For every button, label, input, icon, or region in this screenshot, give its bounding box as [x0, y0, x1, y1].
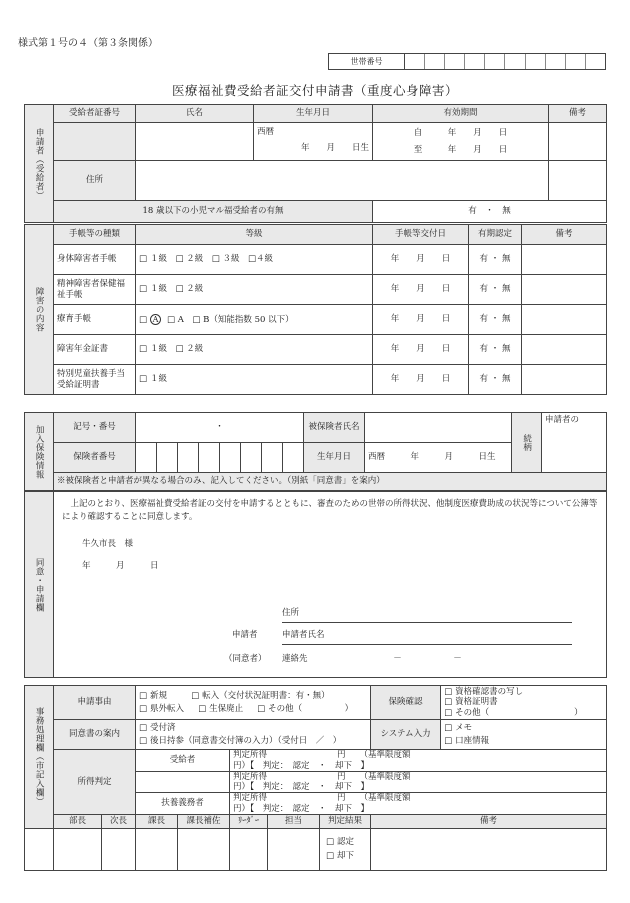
- applicant-name-label: 申請者氏名: [282, 629, 325, 640]
- address-field[interactable]: [136, 161, 549, 201]
- col-note: 備考: [549, 105, 607, 123]
- kigo-label: 記号・番号: [54, 413, 136, 443]
- consent-body: [54, 492, 607, 678]
- recipient-judge-2[interactable]: 判定所得 円 （基準限度額円）【 判定： 認定 ・ 却下 】: [230, 772, 607, 793]
- birth-field[interactable]: [254, 123, 373, 161]
- insurance-note: ※被保険者と申請者が異なる場合のみ、記入してください。（別紙「同意書」を案内）: [54, 473, 607, 491]
- row-period[interactable]: 有 ・ 無: [469, 275, 522, 305]
- contact-dash: －: [393, 654, 402, 665]
- system-input-label: システム入力: [371, 720, 441, 750]
- insurance-table: [24, 412, 607, 491]
- office-section-label: 事務処理欄（市記入欄）: [25, 686, 54, 829]
- insurer-digit[interactable]: [262, 443, 283, 473]
- consent-text: 上記のとおり、医療福祉費受給者証の交付を申請するとともに、審査のための世帯の所得状況、他制度医療費助成の状況等について公簿等により確認することに同意します。: [62, 499, 598, 523]
- stamp-box[interactable]: [268, 828, 320, 870]
- circle-a-icon: A: [150, 314, 161, 325]
- table-row: [25, 275, 607, 305]
- supporter-judge[interactable]: 判定所得 円 （基準限度額円）【 判定： 認定 ・ 却下 】: [230, 793, 607, 814]
- valid-from: 自 年 月 日: [413, 128, 508, 139]
- row-type: 精神障害者保健福祉手帳: [54, 275, 136, 305]
- setai-number-box: [328, 53, 606, 70]
- note-field[interactable]: [549, 123, 607, 161]
- row-date[interactable]: 年 月 日: [373, 305, 469, 335]
- row-type: 障害年金証書: [54, 335, 136, 365]
- row-grade[interactable]: □ １級: [136, 365, 373, 395]
- col-grade: 等級: [136, 225, 373, 245]
- insurer-digit[interactable]: [178, 443, 199, 473]
- stamp-jicho: 次長: [102, 814, 136, 828]
- consent-section-label: 同意・申請欄: [25, 492, 54, 678]
- recipient-judge[interactable]: 判定所得 円 （基準限度額円）【 判定： 認定 ・ 却下 】: [230, 750, 607, 772]
- col-note2: 備考: [522, 225, 607, 245]
- row-period[interactable]: 有 ・ 無: [469, 305, 522, 335]
- col-date: 手帳等交付日: [373, 225, 469, 245]
- col-type: 手帳等の種類: [54, 225, 136, 245]
- row-note[interactable]: [522, 275, 607, 305]
- birth-ymd: 年 月 日生: [300, 143, 369, 154]
- row-note[interactable]: [522, 335, 607, 365]
- row-grade[interactable]: □ １級 □ ２級: [136, 335, 373, 365]
- page-title: 医療福祉費受給者証交付申請書（重度心身障害）: [171, 83, 458, 98]
- row-note[interactable]: [522, 305, 607, 335]
- stamp-bucho: 部長: [54, 814, 102, 828]
- address-note: [549, 161, 607, 201]
- stamp-leader: ﾘｰﾀﾞｰ: [230, 814, 268, 828]
- consent-date[interactable]: 年 月 日: [82, 560, 159, 571]
- setai-digit[interactable]: [505, 54, 525, 69]
- recipient-blank: [136, 772, 230, 793]
- stamp-hosa: 課長補佐: [178, 814, 230, 828]
- row-note[interactable]: [522, 365, 607, 395]
- setai-digit[interactable]: [526, 54, 546, 69]
- income-label: 所得判定: [54, 750, 136, 815]
- system-input-options[interactable]: □ メモ □ 口座情報: [441, 720, 607, 750]
- relation-note: 申請者の: [545, 415, 580, 425]
- setai-digit[interactable]: [425, 54, 445, 69]
- remarks-label: 備考: [371, 814, 607, 828]
- row-type: 療育手帳: [54, 305, 136, 335]
- office-table: [24, 685, 607, 871]
- under18-label: 18 歳以下の小児マル福受給者の有無: [54, 201, 373, 223]
- kigo-field[interactable]: ・: [136, 413, 304, 443]
- insured-name-label: 被保険者氏名: [304, 413, 365, 443]
- stamp-box[interactable]: [136, 828, 178, 870]
- under18-yes-no[interactable]: 有 ・ 無: [373, 201, 607, 223]
- insured-birth-field[interactable]: 西暦 年 月 日生: [365, 443, 512, 473]
- row-type: 特別児童扶養手当受給証明書: [54, 365, 136, 395]
- office-left-blank: [25, 828, 54, 870]
- setai-label: 世帯番号: [329, 54, 405, 69]
- stamp-box[interactable]: [178, 828, 230, 870]
- form-id: 様式第１号の４（第３条関係）: [18, 38, 158, 49]
- addr-label: 住所: [282, 607, 300, 618]
- stamp-box[interactable]: [230, 828, 268, 870]
- relation-label: 続柄: [512, 413, 542, 473]
- relation-field[interactable]: [542, 413, 607, 473]
- applicant-table: [24, 104, 607, 223]
- name-field[interactable]: [136, 123, 254, 161]
- valid-to: 至 年 月 日: [413, 144, 508, 155]
- table-row: [25, 305, 607, 335]
- col-period: 有期認定: [469, 225, 522, 245]
- row-date[interactable]: 年 月 日: [373, 365, 469, 395]
- insurer-digit[interactable]: [157, 443, 178, 473]
- row-type: 身体障害者手帳: [54, 245, 136, 275]
- row-date[interactable]: 年 月 日: [373, 335, 469, 365]
- col-birth: 生年月日: [254, 105, 373, 123]
- stamp-tanto: 担当: [268, 814, 320, 828]
- row-date[interactable]: 年 月 日: [373, 275, 469, 305]
- judge-result-label: 判定結果: [320, 814, 371, 828]
- reason-options[interactable]: □ 新規□ 転入（交付状況証明書：有・無） □ 県外転入□ 生保廃止□ その他（ ）: [136, 686, 371, 720]
- consent-table: [24, 491, 607, 678]
- col-name: 氏名: [136, 105, 254, 123]
- table-row: [25, 365, 607, 395]
- row-note[interactable]: [522, 245, 607, 275]
- valid-field[interactable]: [373, 123, 549, 161]
- addr-line[interactable]: [282, 607, 572, 623]
- stamp-box[interactable]: [54, 828, 102, 870]
- setai-digit[interactable]: [405, 54, 425, 69]
- setai-digit[interactable]: [485, 54, 505, 69]
- insurer-digit[interactable]: [220, 443, 241, 473]
- table-row: [25, 245, 607, 275]
- row-grade[interactable]: □ １級 □ ２級: [136, 275, 373, 305]
- reason-label: 申請事由: [54, 686, 136, 720]
- row-period[interactable]: 有 ・ 無: [469, 335, 522, 365]
- remarks-field[interactable]: [371, 828, 607, 870]
- ins-check-label: 保険確認: [371, 686, 441, 720]
- insurer-no-label: 保険者番号: [54, 443, 136, 473]
- address-label: 住所: [54, 161, 136, 201]
- consent-guide-options[interactable]: □ 受付済 □ 後日持参（同意書交付簿の入力）（受付日 ／ ）: [136, 720, 371, 750]
- row-period[interactable]: 有 ・ 無: [469, 245, 522, 275]
- applicant-section-label: 申請者（受給者）: [25, 105, 54, 223]
- setai-digit[interactable]: [566, 54, 586, 69]
- insured-birth-label: 生年月日: [304, 443, 365, 473]
- setai-digit[interactable]: [586, 54, 605, 69]
- table-row: [25, 335, 607, 365]
- birth-era: 西暦: [257, 127, 275, 137]
- insurance-section-label: 加入保険情報: [25, 413, 54, 491]
- card-no-field[interactable]: [54, 123, 136, 161]
- setai-digit[interactable]: [445, 54, 465, 69]
- col-card-no: 受給者証番号: [54, 105, 136, 123]
- col-valid: 有効期間: [373, 105, 549, 123]
- stamp-kacho: 課長: [136, 814, 178, 828]
- recipient-label: 受給者: [136, 750, 230, 772]
- row-date[interactable]: 年 月 日: [373, 245, 469, 275]
- agree-label: （同意者）: [224, 654, 267, 665]
- insurer-digit[interactable]: [283, 443, 304, 473]
- judge-result-options[interactable]: □ 認定 □ 却下: [320, 828, 371, 870]
- contact-dash: －: [453, 654, 462, 665]
- mayor-line: 牛久市長 様: [82, 539, 134, 550]
- applicant-label: 申請者: [232, 629, 258, 640]
- insurer-digit[interactable]: [241, 443, 262, 473]
- ins-check-options[interactable]: □ 資格確認書の写し □ 資格証明書 □ その他（ ）: [441, 686, 607, 720]
- stamp-box[interactable]: [102, 828, 136, 870]
- row-period[interactable]: 有 ・ 無: [469, 365, 522, 395]
- disability-table: [24, 224, 607, 395]
- insurer-digit[interactable]: [199, 443, 220, 473]
- insured-name-field[interactable]: [365, 413, 512, 443]
- applicant-name-line[interactable]: [282, 629, 572, 645]
- setai-digit[interactable]: [546, 54, 566, 69]
- contact-label: 連絡先: [282, 654, 308, 665]
- disability-section-label: 障害の内容: [25, 225, 54, 395]
- consent-guide-label: 同意書の案内: [54, 720, 136, 750]
- row-grade[interactable]: □ １級 □ ２級 □ ３級 □４級: [136, 245, 373, 275]
- row-grade[interactable]: □ A □ A □ B（知能指数 50 以下）: [136, 305, 373, 335]
- supporter-label: 扶養義務者: [136, 793, 230, 814]
- insurer-digit[interactable]: [136, 443, 157, 473]
- setai-digit[interactable]: [465, 54, 485, 69]
